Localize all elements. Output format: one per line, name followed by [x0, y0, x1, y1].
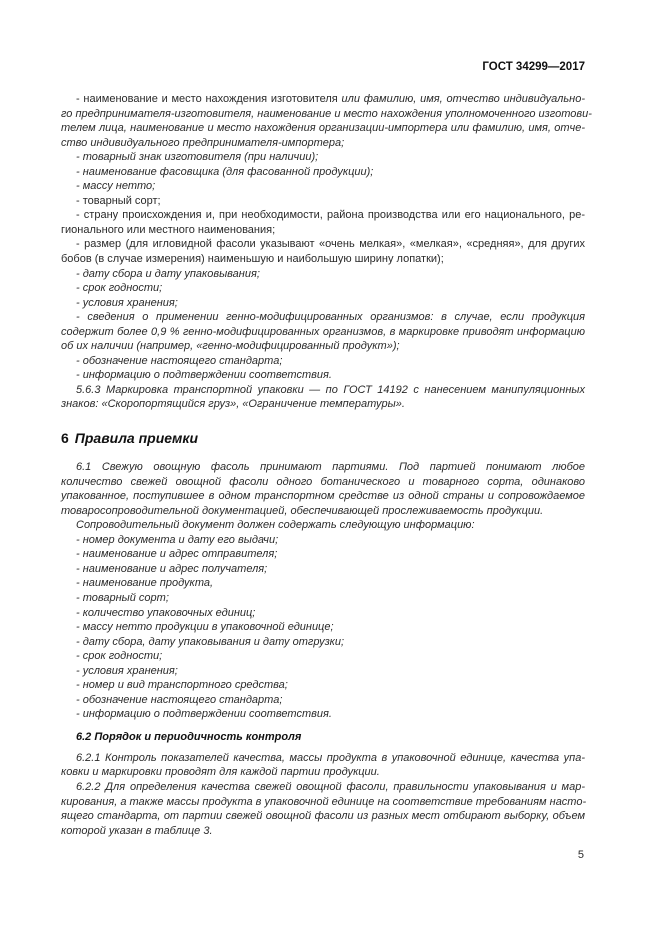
text-segment: 6.1 Свежую овощную фасоль принимают партиями. Под партией понимают любое — [76, 461, 585, 474]
text-line — [61, 310, 585, 325]
text-segment: товаросопроводительной документацией, обеспечивающей прослеживаемость продукции. — [61, 504, 544, 517]
text-segment: - срок годности; — [76, 650, 163, 663]
text-segment: - обозначение настоящего стандарта; — [76, 693, 283, 706]
text-line — [61, 620, 585, 635]
text-line — [61, 809, 585, 824]
text-segment: гионального или местного наименования; — [61, 223, 276, 236]
text-segment: - информацию о подтверждении соответствия. — [76, 369, 332, 382]
text-segment: ство индивидуального предпринимателя-импортера; — [61, 136, 345, 149]
text-line — [61, 635, 585, 650]
text-line — [61, 368, 585, 383]
text-segment: кирования, а также массы продукта в упаковочной единице на соответствие требованиям насто- — [61, 795, 587, 808]
section-6-heading — [61, 429, 585, 447]
text-line — [61, 267, 585, 282]
acceptance-rules-block — [61, 460, 585, 722]
text-segment: которой указан в таблице 3. — [61, 824, 213, 837]
text-segment: - дату сбора и дату упаковывания; — [76, 267, 260, 280]
text-segment: - количество упаковочных единиц; — [76, 606, 256, 619]
text-line — [61, 765, 585, 780]
document-header-id: ГОСТ 34299—2017 — [482, 61, 585, 73]
text-line — [61, 150, 585, 165]
text-line — [61, 649, 585, 664]
text-segment: 6.2.2 Для определения качества свежей овощной фасоли, правильности упаковывания и мар- — [76, 780, 585, 793]
text-line — [61, 121, 585, 136]
text-line — [61, 591, 585, 606]
text-segment: содержит более 0,9 % генно-модифицированных организмов, в маркировке приводят информацию — [61, 325, 585, 338]
text-segment: - товарный знак изготовителя (при наличии); — [76, 151, 319, 164]
section-number: 6 — [61, 430, 69, 447]
text-segment: - условия хранения; — [76, 664, 178, 677]
text-segment: - сведения о применении генно-модифицированных организмов: в случае, если продукция — [76, 311, 585, 324]
text-segment: - массу нетто; — [76, 180, 156, 193]
text-segment: - наименование продукта, — [76, 577, 214, 590]
text-segment: знаков: «Скоропортящийся груз», «Ограничение температуры». — [61, 398, 405, 411]
text-line — [61, 460, 585, 475]
text-segment: Сопроводительный документ должен содержать следующую информацию: — [76, 519, 475, 532]
text-line — [61, 518, 585, 533]
text-line — [61, 678, 585, 693]
text-line — [61, 208, 585, 223]
marking-list-block — [61, 92, 592, 412]
text-segment: - дату сбора, дату упаковывания и дату отгрузки; — [76, 635, 345, 648]
text-line — [61, 693, 585, 708]
text-segment: - товарный сорт; — [76, 194, 161, 207]
text-line — [61, 576, 585, 591]
text-segment: - размер (для игловидной фасоли указывают «очень мелкая», «мелкая», «средняя», для других — [76, 238, 585, 251]
text-line — [61, 664, 585, 679]
text-segment: упакованное, поступившее в одном транспортном средстве из одной страны и сопровождаемое — [61, 490, 585, 503]
text-line — [61, 194, 585, 209]
text-segment: - наименование фасовщика (для фасованной продукции); — [76, 165, 374, 178]
text-line — [61, 397, 585, 412]
text-segment: или фамилию, имя, отчество индивидуально- — [341, 93, 585, 105]
text-line — [61, 92, 585, 107]
text-line — [61, 504, 585, 519]
text-segment: - массу нетто продукции в упаковочной единице; — [76, 621, 334, 634]
text-segment: 5.6.3 Маркировка транспортной упаковки — по ГОСТ 14192 с нанесением манипуляционных — [76, 383, 585, 396]
text-line — [61, 252, 585, 267]
text-line — [61, 547, 585, 562]
text-segment: - номер документа и дату его выдачи; — [76, 533, 279, 546]
subsection-6-2-heading: 6.2 Порядок и периодичность контроля — [76, 730, 302, 743]
text-line — [61, 562, 585, 577]
text-segment: - страну происхождения и, при необходимости, района производства или его национального, ре- — [76, 209, 585, 222]
text-line — [61, 281, 585, 296]
text-segment: - наименование и место нахождения изготовителя — [76, 93, 342, 105]
text-segment: - обозначение настоящего стандарта; — [76, 354, 283, 367]
control-procedure-block — [61, 751, 585, 838]
text-line — [61, 107, 592, 122]
text-line — [61, 606, 585, 621]
text-segment: ящего стандарта, от партии свежей овощной фасоли из разных мест отбирают выборку, объем — [61, 810, 585, 823]
text-segment: об их наличии (например, «генно-модифицированный продукт»); — [61, 340, 400, 353]
text-line — [61, 533, 585, 548]
text-segment: - срок годности; — [76, 282, 163, 295]
text-segment: бобов (в случае измерения) наименьшую и наибольшую ширину лопатки); — [61, 253, 444, 266]
page-number: 5 — [577, 849, 584, 861]
page-body — [61, 92, 592, 838]
text-line — [61, 325, 585, 340]
section-title: Правила приемки — [74, 430, 199, 447]
text-line — [61, 383, 585, 398]
text-line — [61, 354, 585, 369]
text-segment: - информацию о подтверждении соответствия. — [76, 708, 332, 721]
text-line — [61, 165, 585, 180]
text-segment: - наименование и адрес получателя; — [76, 562, 268, 575]
text-segment: - наименование и адрес отправителя; — [76, 548, 278, 561]
text-segment: - номер и вид транспортного средства; — [76, 679, 288, 692]
text-line — [61, 795, 585, 810]
text-line — [61, 489, 585, 504]
text-line — [61, 824, 585, 839]
text-segment: го предпринимателя-изготовителя, наименование и место нахождения уполномоченного изготови- — [61, 107, 592, 120]
text-line — [61, 751, 585, 766]
text-segment: телем лица, наименование и место нахождения организации-импортера или фамилию, имя, отче- — [61, 122, 585, 135]
text-segment: - товарный сорт; — [76, 591, 169, 604]
text-segment: ковки и маркировки проводят для каждой партии продукции. — [61, 766, 380, 779]
text-line — [61, 296, 585, 311]
text-line — [61, 475, 585, 490]
text-segment: количество свежей овощной фасоли одного ботанического и товарного сорта, одинаково — [61, 475, 585, 488]
text-line — [61, 237, 585, 252]
text-line — [61, 707, 585, 722]
text-segment: - условия хранения; — [76, 296, 178, 309]
text-line — [61, 339, 585, 354]
text-segment: 6.2.1 Контроль показателей качества, массы продукта в упаковочной единице, качества упа- — [76, 751, 585, 764]
text-line — [61, 223, 585, 238]
text-line — [61, 179, 585, 194]
text-line — [61, 136, 585, 151]
text-line — [61, 780, 585, 795]
